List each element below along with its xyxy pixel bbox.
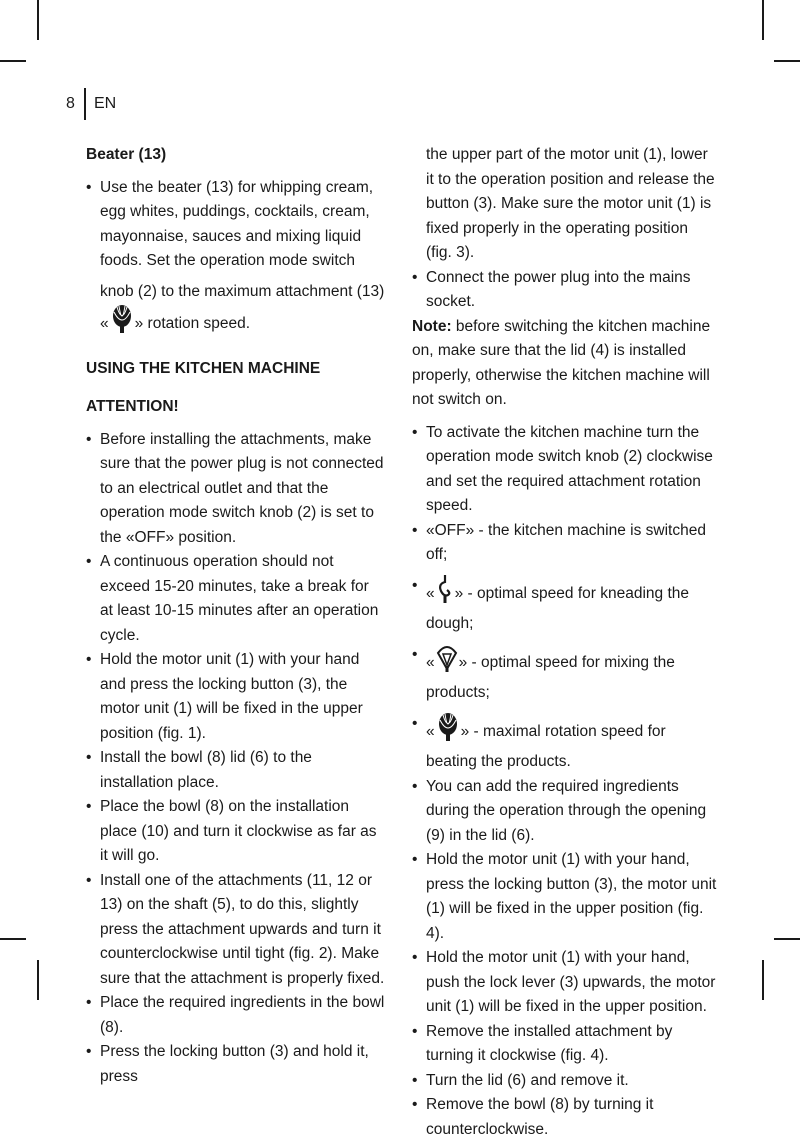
list-item bbox=[86, 550, 386, 648]
list-item bbox=[412, 643, 717, 706]
left-column bbox=[86, 143, 386, 1089]
bullet: • bbox=[412, 576, 418, 594]
list-item-text: Hold the motor unit (1) with your hand and press the locking button (3), the motor unit (1) will be fixed in the upper position (fig. 1). bbox=[100, 651, 363, 742]
bullet: • bbox=[412, 851, 418, 868]
bullet: • bbox=[412, 1096, 418, 1113]
list-item bbox=[412, 421, 717, 519]
list-item-text: » - maximal rotation speed for beating the products. bbox=[426, 722, 666, 770]
list-item-text: » - optimal speed for kneading the dough; bbox=[426, 584, 689, 632]
list-item bbox=[412, 519, 717, 568]
list-item bbox=[86, 1040, 386, 1089]
list-item bbox=[412, 946, 717, 1020]
beater-text-2b: » rotation speed. bbox=[134, 315, 251, 332]
list-item-text: Place the bowl (8) on the installation place (10) and turn it clockwise as far as it will go. bbox=[100, 798, 377, 864]
whisk-icon bbox=[109, 304, 135, 343]
list-item-text: Turn the lid (6) and remove it. bbox=[426, 1071, 629, 1089]
list-item bbox=[412, 1020, 717, 1069]
list-item-text: Remove the installed attachment by turning it clockwise (fig. 4). bbox=[426, 1022, 673, 1064]
bullet: • bbox=[412, 1071, 418, 1089]
list-item bbox=[86, 795, 386, 869]
continuation-text: the upper part of the motor unit (1), lower it to the operation position and release the button (3). Make sure the motor unit (1) is fixed properly in the operating position (fig. 3). bbox=[426, 146, 715, 261]
open-quote: « bbox=[426, 653, 435, 671]
crop-mark-bottom-right bbox=[762, 960, 764, 1000]
list-item bbox=[412, 266, 717, 315]
list-item bbox=[412, 712, 717, 775]
bullet: • bbox=[86, 553, 92, 570]
list-item bbox=[86, 991, 386, 1040]
bullet: • bbox=[412, 714, 418, 732]
bullet: • bbox=[86, 798, 92, 815]
note-label: Note: bbox=[412, 317, 452, 335]
bullet: • bbox=[412, 645, 418, 663]
list-item-text: You can add the required ingredients during the operation through the opening (9) in the lid (6). bbox=[426, 777, 707, 844]
bullet: • bbox=[86, 749, 92, 766]
using-heading: USING THE KITCHEN MACHINE bbox=[86, 359, 321, 377]
note-text: before switching the kitchen machine on, make sure that the lid (4) is installed properly, otherwise the kitchen machine will not switch on. bbox=[412, 317, 711, 408]
list-item bbox=[86, 746, 386, 795]
flat-beater-icon bbox=[435, 643, 459, 682]
crop-mark-bottom-left bbox=[37, 960, 39, 1000]
crop-mark-top-left-h bbox=[0, 60, 26, 62]
page-number: 8 bbox=[66, 95, 75, 112]
beater-text: Use the beater (13) for whipping cream, egg whites, puddings, cocktails, cream, mayonnaise, sauces and mixing liquid foods. Set the operation mode switch bbox=[100, 178, 374, 269]
beater-continuation bbox=[86, 280, 386, 343]
crop-mark-top-right-h bbox=[774, 60, 800, 62]
dough-hook-icon bbox=[435, 574, 455, 613]
whisk-icon bbox=[435, 712, 461, 751]
list-item bbox=[412, 1093, 717, 1142]
bullet: • bbox=[412, 423, 418, 441]
right-column bbox=[412, 143, 717, 1142]
list-item-text: Hold the motor unit (1) with your hand, push the lock lever (3) upwards, the motor unit (1) will be fixed in the upper position. bbox=[426, 949, 716, 1015]
bullet: • bbox=[86, 430, 92, 448]
beater-text-2a: knob (2) to the maximum attachment (13) « bbox=[100, 282, 385, 332]
open-quote: « bbox=[426, 584, 435, 602]
attention-heading: ATTENTION! bbox=[86, 398, 179, 415]
list-item bbox=[86, 869, 386, 992]
bullet: • bbox=[86, 1043, 92, 1060]
list-item-text: Install the bowl (8) lid (6) to the installation place. bbox=[100, 749, 312, 791]
crop-mark-top-right bbox=[762, 0, 764, 40]
crop-mark-top-left bbox=[37, 0, 39, 40]
bullet: • bbox=[86, 871, 92, 889]
bullet: • bbox=[86, 994, 92, 1011]
language-code: EN bbox=[94, 95, 117, 112]
list-item-text: To activate the kitchen machine turn the operation mode switch knob (2) clockwise and set the required attachment rotation speed. bbox=[426, 423, 713, 514]
bullet: • bbox=[412, 777, 418, 795]
list-item-text: Install one of the attachments (11, 12 or 13) on the shaft (5), to do this, slightly press the attachment upwards and turn it counterclockwise until tight (fig. 2). Make sure that the attachment is properly fixed. bbox=[100, 871, 385, 987]
bullet: • bbox=[412, 268, 418, 286]
list-item-text: Hold the motor unit (1) with your hand, press the locking button (3), the motor unit (1) will be fixed in the upper position (fig. 4). bbox=[426, 851, 717, 942]
list-item bbox=[412, 848, 717, 946]
list-item-text: » - optimal speed for mixing the products; bbox=[426, 653, 675, 701]
list-item-text: Remove the bowl (8) by turning it counterclockwise. bbox=[426, 1096, 654, 1138]
list-item-text: Connect the power plug into the mains socket. bbox=[426, 268, 691, 310]
header-divider bbox=[84, 88, 86, 120]
bullet: • bbox=[86, 651, 92, 668]
list-item-text: A continuous operation should not exceed 15-20 minutes, take a break for at least 10-15 minutes after an operation cycle. bbox=[100, 553, 379, 644]
beater-item bbox=[86, 176, 386, 274]
page-header bbox=[66, 88, 116, 120]
list-item bbox=[412, 574, 717, 637]
crop-mark-bottom-left-h bbox=[0, 938, 26, 940]
list-item bbox=[412, 775, 717, 849]
list-item bbox=[86, 648, 386, 746]
list-item-text: «OFF» - the kitchen machine is switched off; bbox=[426, 521, 706, 563]
list-item bbox=[86, 428, 386, 551]
list-item-text: Press the locking button (3) and hold it, press bbox=[100, 1043, 369, 1085]
list-item bbox=[412, 1069, 717, 1094]
bullet: • bbox=[412, 949, 418, 966]
crop-mark-bottom-right-h bbox=[774, 938, 800, 940]
bullet: • bbox=[412, 521, 418, 539]
bullet: • bbox=[86, 178, 92, 196]
open-quote: « bbox=[426, 722, 435, 740]
list-item-text: Place the required ingredients in the bowl (8). bbox=[100, 994, 385, 1036]
beater-heading: Beater (13) bbox=[86, 146, 167, 163]
bullet: • bbox=[412, 1022, 418, 1040]
note-paragraph bbox=[412, 315, 717, 413]
list-item-text: Before installing the attachments, make sure that the power plug is not connected to an electrical outlet and that the operation mode switch knob (2) is set to the «OFF» position. bbox=[100, 430, 384, 546]
